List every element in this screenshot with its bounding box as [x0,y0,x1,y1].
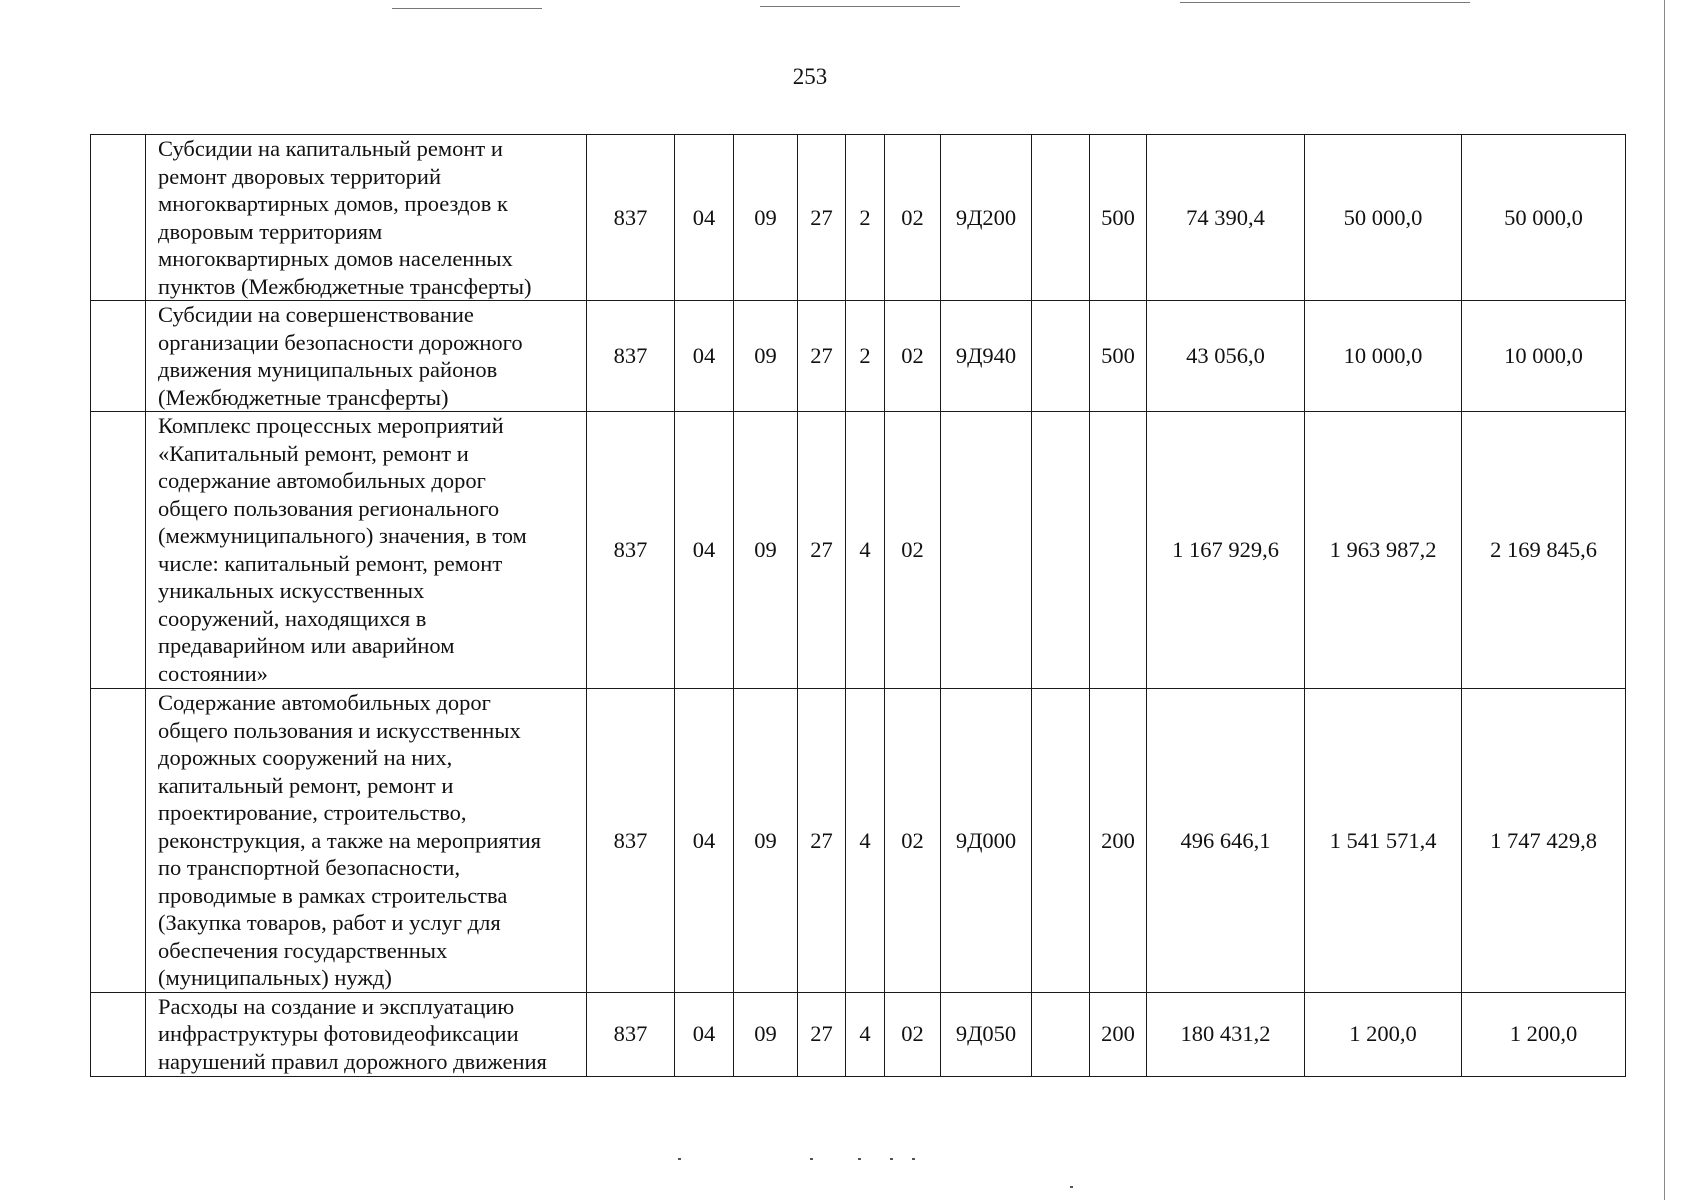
description-line: содержание автомобильных дорог [158,468,486,493]
scan-speck [810,1158,813,1160]
description-line: сооружений, находящихся в [158,605,427,631]
description-line: «Капитальный ремонт, ремонт и [158,440,469,466]
amount-year-3-cell: 1 747 429,8 [1462,689,1626,993]
amount-year-1-cell: 1 167 929,6 [1147,412,1305,689]
program-code-cell: 27 [798,301,846,412]
section-code-cell: 04 [675,689,734,993]
subsection-code-cell: 09 [734,412,798,689]
description-line: Субсидии на совершенствование [158,302,474,327]
target-item-code-cell: 9Д200 [941,135,1032,301]
activity-code-cell: 02 [885,301,941,412]
row-number-cell [91,992,146,1076]
description-line: многоквартирных домов, проездов к [158,191,508,216]
direction-code-cell [1032,689,1090,993]
description-line: инфраструктуры фотовидеофиксации [158,1021,519,1046]
description-line: ремонт дворовых территорий [158,163,441,189]
table-row [91,992,1626,1076]
ministry-code-cell: 837 [587,689,675,993]
direction-code-cell [1032,412,1090,689]
description-cell [146,301,587,412]
description-cell [146,135,587,301]
amount-year-1-cell: 180 431,2 [1147,992,1305,1076]
description-line: (межмуниципального) значения, в том [158,523,527,548]
section-code-cell: 04 [675,992,734,1076]
scan-speck [858,1158,861,1160]
subprogram-code-cell: 4 [846,992,885,1076]
subprogram-code-cell: 4 [846,412,885,689]
direction-code-cell [1032,301,1090,412]
description-line: Содержание автомобильных дорог [158,690,491,715]
amount-year-2-cell: 50 000,0 [1305,135,1462,301]
table-row [91,301,1626,412]
amount-year-2-cell: 1 541 571,4 [1305,689,1462,993]
program-code-cell: 27 [798,135,846,301]
description-line: обеспечения государственных [158,937,448,963]
ministry-code-cell: 837 [587,412,675,689]
amount-year-3-cell: 10 000,0 [1462,301,1626,412]
description-line: Субсидии на капитальный ремонт и [158,136,503,161]
amount-year-3-cell: 50 000,0 [1462,135,1626,301]
budget-table [90,134,1626,1077]
scan-speck [890,1158,893,1160]
description-line: Расходы на создание и эксплуатацию [158,993,515,1019]
subsection-code-cell: 09 [734,135,798,301]
description-line: дворовым территориям [158,218,383,244]
table-row [91,689,1626,993]
amount-year-1-cell: 43 056,0 [1147,301,1305,412]
description-line: Комплекс процессных мероприятий [158,413,504,438]
description-line: предаварийном или аварийном [158,633,455,658]
description-line: (Межбюджетные трансферты) [158,384,449,410]
description-line: состоянии» [158,660,268,686]
expense-type-code-cell: 500 [1090,301,1147,412]
description-line: проектирование, строительство, [158,800,467,825]
table-row [91,412,1626,689]
subsection-code-cell: 09 [734,301,798,412]
direction-code-cell [1032,992,1090,1076]
direction-code-cell [1032,135,1090,301]
expense-type-code-cell [1090,412,1147,689]
amount-year-1-cell: 496 646,1 [1147,689,1305,993]
target-item-code-cell: 9Д050 [941,992,1032,1076]
expense-type-code-cell: 200 [1090,689,1147,993]
description-line: движения муниципальных районов [158,357,498,382]
description-line: (Закупка товаров, работ и услуг для [158,910,501,935]
scan-speck [912,1158,915,1160]
subprogram-code-cell: 4 [846,689,885,993]
expense-type-code-cell: 200 [1090,992,1147,1076]
activity-code-cell: 02 [885,689,941,993]
subsection-code-cell: 09 [734,689,798,993]
description-line: многоквартирных домов населенных [158,246,513,271]
description-line: нарушений правил дорожного движения [158,1048,547,1074]
program-code-cell: 27 [798,412,846,689]
row-number-cell [91,135,146,301]
amount-year-2-cell: 10 000,0 [1305,301,1462,412]
amount-year-3-cell: 1 200,0 [1462,992,1626,1076]
scan-page-edge [1664,0,1665,1200]
description-line: уникальных искусственных [158,578,425,603]
page-number: 253 [792,64,828,89]
program-code-cell: 27 [798,689,846,993]
description-line: капитальный ремонт, ремонт и [158,772,454,798]
section-code-cell: 04 [675,301,734,412]
section-code-cell: 04 [675,412,734,689]
subprogram-code-cell: 2 [846,301,885,412]
subprogram-code-cell: 2 [846,135,885,301]
amount-year-3-cell: 2 169 845,6 [1462,412,1626,689]
description-cell [146,992,587,1076]
description-line: по транспортной безопасности, [158,855,461,880]
scan-artifact-line [1180,2,1470,3]
description-line: организации безопасности дорожного [158,329,523,355]
amount-year-1-cell: 74 390,4 [1147,135,1305,301]
subsection-code-cell: 09 [734,992,798,1076]
table-row [91,135,1626,301]
amount-year-2-cell: 1 200,0 [1305,992,1462,1076]
activity-code-cell: 02 [885,135,941,301]
description-line: (муниципальных) нужд) [158,965,392,990]
row-number-cell [91,689,146,993]
row-number-cell [91,412,146,689]
amount-year-2-cell: 1 963 987,2 [1305,412,1462,689]
scan-artifact-line [392,8,542,9]
description-line: проводимые в рамках строительства [158,882,508,908]
scan-speck [1070,1186,1073,1188]
ministry-code-cell: 837 [587,301,675,412]
activity-code-cell: 02 [885,992,941,1076]
ministry-code-cell: 837 [587,992,675,1076]
target-item-code-cell: 9Д940 [941,301,1032,412]
table-body [91,135,1626,1077]
description-line: общего пользования и искусственных [158,717,521,743]
section-code-cell: 04 [675,135,734,301]
scan-artifact-line [760,6,960,7]
target-item-code-cell [941,412,1032,689]
ministry-code-cell: 837 [587,135,675,301]
row-number-cell [91,301,146,412]
description-cell [146,412,587,689]
description-line: дорожных сооружений на них, [158,745,453,770]
description-line: числе: капитальный ремонт, ремонт [158,550,503,576]
expense-type-code-cell: 500 [1090,135,1147,301]
activity-code-cell: 02 [885,412,941,689]
scan-speck [678,1158,681,1160]
description-line: общего пользования регионального [158,495,500,521]
description-line: пунктов (Межбюджетные трансферты) [158,273,532,299]
program-code-cell: 27 [798,992,846,1076]
description-line: реконструкция, а также на мероприятия [158,827,542,853]
target-item-code-cell: 9Д000 [941,689,1032,993]
description-cell [146,689,587,993]
